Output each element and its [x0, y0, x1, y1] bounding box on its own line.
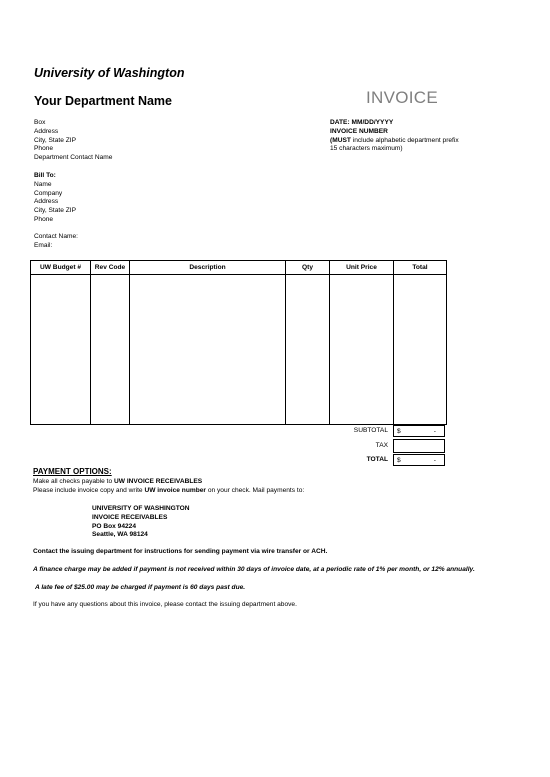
late-fee-note: A late fee of $25.00 may be charged if payment is 60 days past due.: [35, 584, 246, 591]
contact-name-label: Contact Name:: [34, 233, 78, 240]
bill-to-block: [34, 172, 76, 225]
cell-description[interactable]: [130, 275, 286, 425]
sender-block: [34, 119, 112, 163]
payment-options-heading: PAYMENT OPTIONS:: [33, 467, 112, 476]
col-qty: Qty: [286, 261, 330, 275]
line-items-table: [30, 260, 447, 425]
contact-email-label: Email:: [34, 241, 53, 249]
total-label: TOTAL: [366, 456, 388, 463]
remit-address: [92, 505, 190, 540]
bill-to-name: Name: [34, 180, 52, 188]
remit-address-line: PO Box 94224: [92, 522, 136, 530]
bill-to-phone: Phone: [34, 215, 54, 223]
total-box: [393, 454, 445, 466]
cell-rev-code[interactable]: [91, 275, 130, 425]
cell-qty[interactable]: [286, 275, 330, 425]
wire-transfer-note: Contact the issuing department for instructions for sending payment via wire transfer or ACH.: [33, 548, 328, 555]
must-rest: include alphabetic department prefix: [350, 136, 459, 144]
invoice-title: INVOICE: [366, 88, 439, 107]
total-currency: $: [397, 457, 401, 464]
bill-to-city: City, State ZIP: [34, 207, 77, 215]
payment-line-1: [33, 478, 202, 487]
department-name: Your Department Name: [34, 94, 172, 108]
total-value: -: [433, 457, 436, 464]
col-total: Total: [394, 261, 447, 275]
table-row: [31, 275, 447, 425]
subtotal-label: SUBTOTAL: [353, 427, 388, 434]
tax-box[interactable]: [393, 439, 445, 453]
invoice-meta: [330, 119, 459, 154]
cell-unit-price[interactable]: [330, 275, 394, 425]
col-unit-price: Unit Price: [330, 261, 394, 275]
subtotal-currency: $: [397, 428, 401, 435]
invoice-number-note: [330, 137, 459, 146]
invoice-date: DATE: MM/DD/YYYY: [330, 119, 394, 126]
university-name: University of Washington: [34, 66, 185, 80]
sender-address: Address: [34, 127, 59, 135]
bill-to-company: Company: [34, 189, 63, 197]
table-header-row: [31, 261, 447, 275]
cell-uw-budget[interactable]: [31, 275, 91, 425]
finance-charge-note: A finance charge may be added if payment is not received within 30 days of invoice date, at a periodic rate of 1% per month, or 12% annually.: [33, 566, 475, 573]
tax-label: TAX: [375, 442, 388, 449]
col-description: Description: [130, 261, 286, 275]
invoice-number-reference: UW invoice number: [144, 487, 206, 494]
subtotal-value: -: [433, 428, 436, 435]
sender-box: Box: [34, 119, 46, 126]
payment-line-2: [33, 487, 304, 496]
col-rev-code: Rev Code: [91, 261, 130, 275]
bill-to-label: Bill To:: [34, 172, 56, 179]
remit-address-line: INVOICE RECEIVABLES: [92, 513, 168, 521]
invoice-number-max: 15 characters maximum): [330, 145, 403, 153]
sender-city: City, State ZIP: [34, 136, 77, 144]
sender-contact: Department Contact Name: [34, 154, 113, 162]
remit-address-line: Seattle, WA 98124: [92, 531, 148, 539]
cell-total[interactable]: [394, 275, 447, 425]
contact-block: [34, 233, 78, 251]
remit-address-line: UNIVERSITY OF WASHINGTON: [92, 505, 190, 512]
questions-note: If you have any questions about this invoice, please contact the issuing department above.: [33, 601, 297, 608]
payment-line-2-rest: on your check. Mail payments to:: [206, 487, 305, 494]
bill-to-address: Address: [34, 198, 59, 206]
subtotal-box: [393, 425, 445, 437]
sender-phone: Phone: [34, 145, 54, 153]
invoice-number-label: INVOICE NUMBER: [330, 127, 388, 135]
payment-line-1-text: Make all checks payable to: [33, 478, 114, 485]
payee-name: UW INVOICE RECEIVABLES: [114, 478, 203, 485]
col-uw-budget: UW Budget #: [31, 261, 91, 275]
must-label: (MUST: [330, 136, 351, 144]
payment-line-2-text: Please include invoice copy and write: [33, 487, 145, 494]
